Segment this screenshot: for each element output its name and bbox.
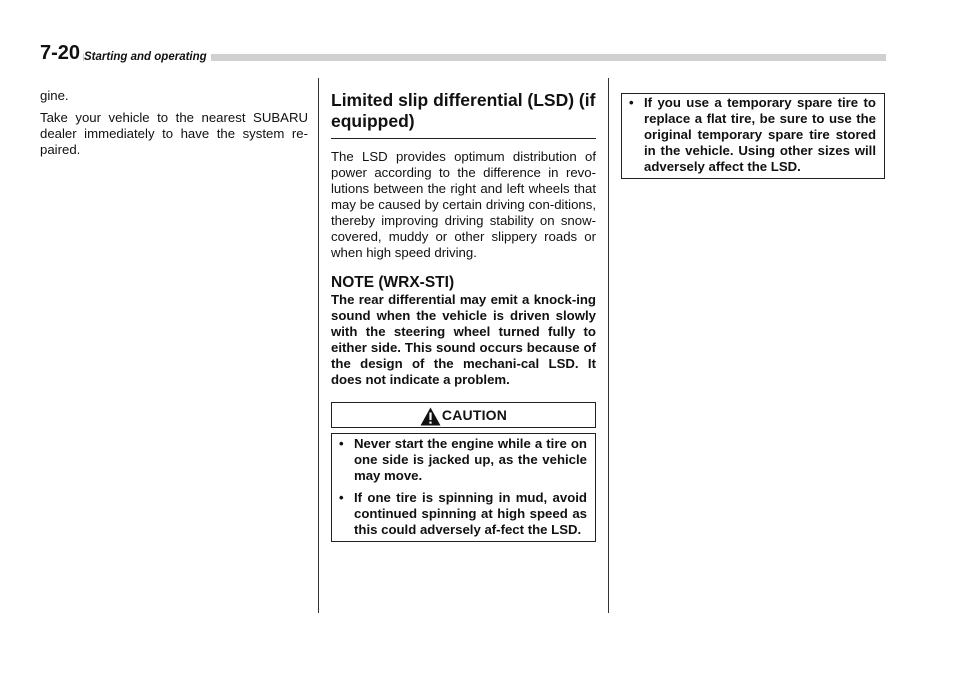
column-middle — [331, 88, 596, 542]
page-number: 7-20 — [40, 42, 83, 64]
warning-triangle-icon — [420, 407, 441, 426]
note-heading: NOTE (WRX-STI) — [331, 274, 455, 291]
list-item — [629, 95, 876, 175]
lsd-intro-paragraph: The LSD provides optimum distribution of power according to the difference in revo-lutions between the right and left wheels that may be caused by certain driving con-ditions, thereby improving driving stability on snow-covered, muddy or other slippery roads or when high speed driving. — [331, 149, 596, 260]
section-name: Starting and operating — [84, 50, 211, 64]
column-divider-right — [608, 78, 609, 613]
bullet-dot-icon: • — [339, 490, 344, 505]
column-left — [40, 88, 308, 158]
continued-text: gine. — [40, 88, 69, 103]
caution-box — [331, 433, 596, 542]
list-item — [339, 436, 587, 484]
list-item — [339, 490, 587, 538]
column-right — [621, 88, 885, 179]
caution-item-text: Never start the engine while a tire on one side is jacked up, as the vehicle may move. — [354, 436, 587, 483]
section-title: Limited slip differential (LSD) (if equipped) — [331, 90, 596, 139]
dealer-paragraph: Take your vehicle to the nearest SUBARU dealer immediately to have the system re-paired. — [40, 110, 308, 157]
bullet-dot-icon: • — [629, 95, 634, 110]
caution-label: CAUTION — [441, 407, 508, 423]
bullet-dot-icon: • — [339, 436, 344, 451]
note-text: The rear differential may emit a knock-ing sound when the vehicle is driven slowly with the steering wheel turned fully to either side. This sound occurs because of the design of the mechani-cal LSD. It does not indicate a problem. — [331, 292, 596, 387]
warning-box — [621, 93, 885, 179]
caution-label-box — [331, 402, 596, 428]
column-divider-left — [318, 78, 319, 613]
warning-item-text: If you use a temporary spare tire to replace a flat tire, be sure to use the original temporary spare tire stored in the vehicle. Using other sizes will adversely affect the LSD. — [644, 95, 876, 174]
caution-item-text: If one tire is spinning in mud, avoid continued spinning at high speed as this could adversely af-fect the LSD. — [354, 490, 587, 537]
